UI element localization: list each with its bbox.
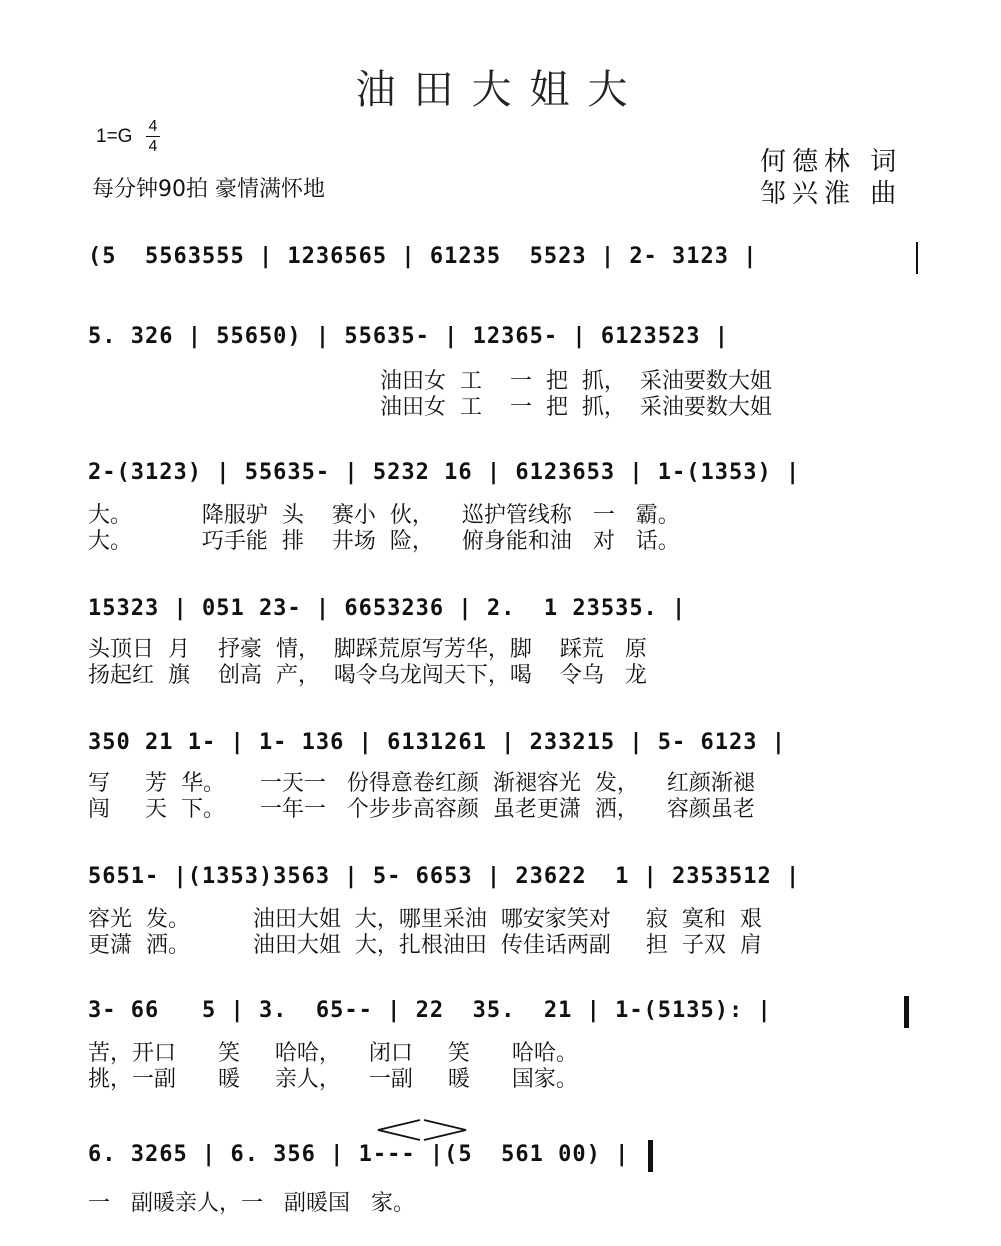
lyrics-line-5-verse2: 闯 天 下。 一年一 个步步高容颜 虽老更潇 洒， 容颜虽老 — [88, 797, 755, 822]
dynamics-hairpin-icon — [374, 1118, 470, 1142]
lyrics-line-2-verse1: 油田女 工 一 把 抓， 采油要数大姐 — [380, 369, 772, 394]
notation-line-1: (5 5563555 | 1236565 | 61235 5523 | 2- 3123 | — [88, 244, 758, 269]
song-title: 油田大姐大 — [355, 67, 646, 113]
notation-line-8: 6. 3265 | 6. 356 | 1--- |(5 561 00) | — [88, 1142, 630, 1167]
barline — [916, 242, 918, 274]
composer-credit: 邹兴淮 曲 — [760, 179, 903, 209]
notation-line-4: 15323 | 051 23- | 6653236 | 2. 1 23535. | — [88, 596, 687, 621]
meter-top: 4 — [148, 118, 158, 135]
notation-line-7: 3- 66 5 | 3. 65-- | 22 35. 21 | 1-(5135): | — [88, 998, 772, 1023]
tempo-marking: 每分钟90拍 豪情满怀地 — [92, 177, 325, 202]
lyrics-line-2-verse2: 油田女 工 一 把 抓， 采油要数大姐 — [380, 395, 772, 420]
lyrics-line-7-verse2: 挑，一副 暖 亲人， 一副 暖 国家。 — [88, 1067, 578, 1092]
lyrics-line-6-verse1: 容光 发。 油田大姐 大，哪里采油 哪安家笑对 寂 寞和 艰 — [88, 907, 762, 932]
notation-line-6: 5651- |(1353)3563 | 5- 6653 | 23622 1 | 2353512 | — [88, 864, 801, 889]
lyrics-line-3-verse2: 大。 巧手能 排 井场 险， 俯身能和油 对 话。 — [88, 529, 680, 554]
lyrics-line-6-verse2: 更潇 洒。 油田大姐 大，扎根油田 传佳话两副 担 子双 肩 — [88, 933, 762, 958]
lyrics-line-3-verse1: 大。 降服驴 头 赛小 伙， 巡护管线称 一 霸。 — [88, 503, 680, 528]
lyrics-line-8: 一 副暖亲人，一 副暖国 家。 — [88, 1191, 415, 1216]
time-signature — [146, 117, 160, 156]
lyrics-line-4-verse1: 头顶日 月 抒豪 情， 脚踩荒原写芳华，脚 踩荒 原 — [88, 637, 647, 662]
final-bar — [648, 1140, 653, 1172]
notation-line-3: 2-(3123) | 55635- | 5232 16 | 6123653 | 1-(1353) | — [88, 460, 801, 485]
lyrics-line-5-verse1: 写 芳 华。 一天一 份得意卷红颜 渐褪容光 发， 红颜渐褪 — [88, 771, 755, 796]
lyrics-line-7-verse1: 苦，开口 笑 哈哈， 闭口 笑 哈哈。 — [88, 1041, 578, 1066]
notation-line-2: 5. 326 | 55650) | 55635- | 12365- | 6123523 | — [88, 324, 730, 349]
notation-line-5: 350 21 1- | 1- 136 | 6131261 | 233215 | 5- 6123 | — [88, 730, 787, 755]
repeat-end-bar — [904, 996, 909, 1028]
lyrics-line-4-verse2: 扬起红 旗 创高 产， 喝令乌龙闯天下，喝 令乌 龙 — [88, 663, 647, 688]
meter-bottom: 4 — [148, 138, 158, 155]
credits — [760, 146, 902, 210]
key-signature: 1=G — [96, 126, 133, 147]
lyricist-credit: 何德林 词 — [760, 147, 903, 177]
